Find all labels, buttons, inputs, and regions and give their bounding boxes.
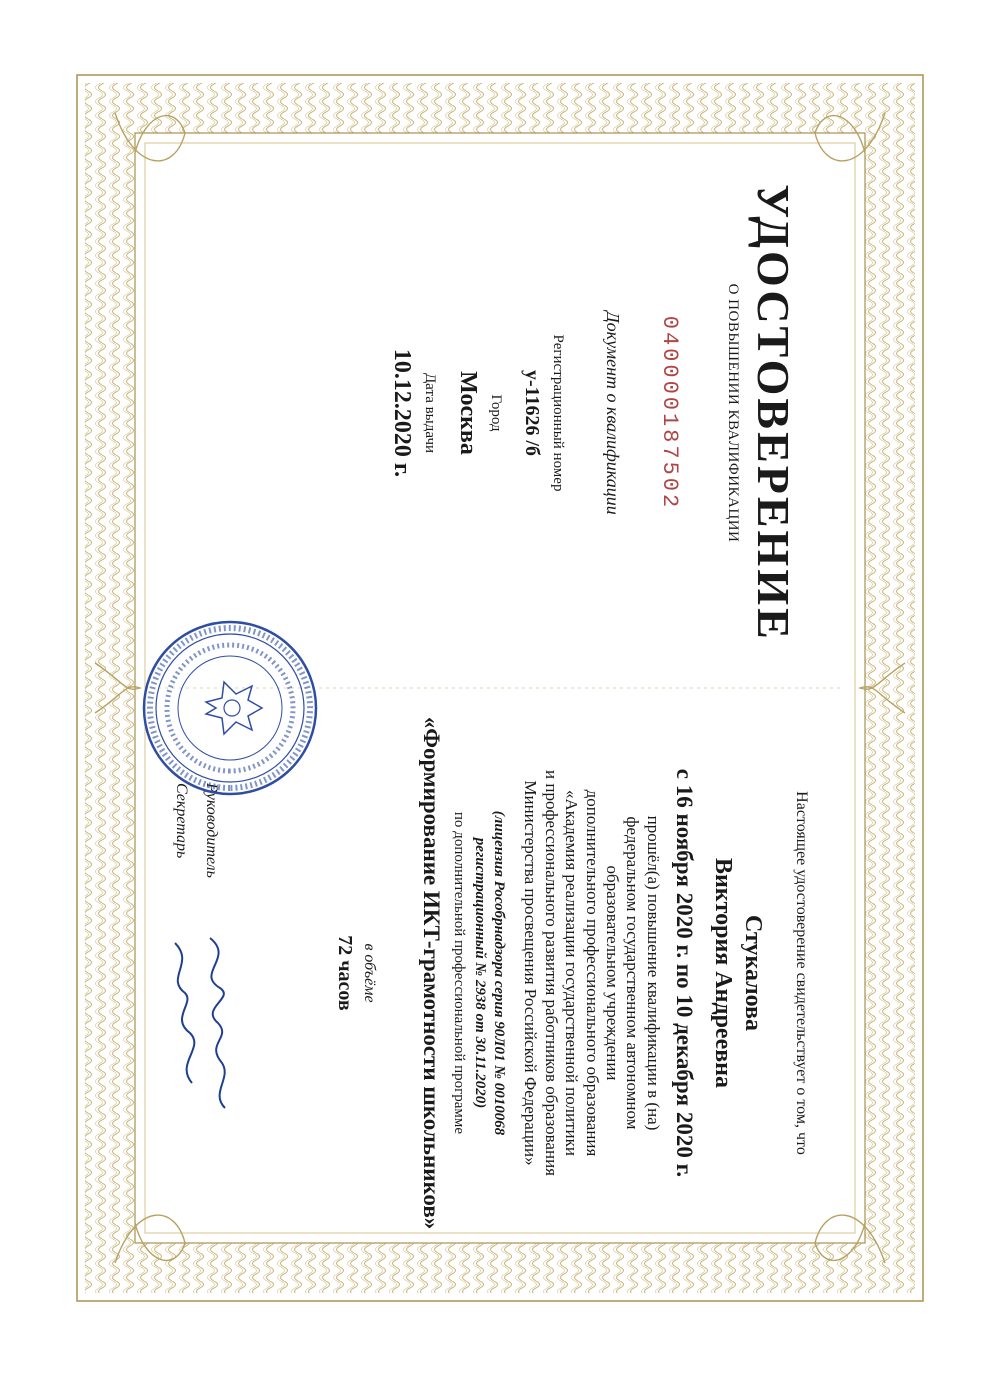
reg-number-label: Регистрационный номер	[550, 334, 566, 491]
holder-last-name: Стукалова	[740, 914, 766, 1031]
reg-number: у-11626 /б	[521, 369, 543, 456]
right-panel	[150, 713, 840, 1233]
official-seal-icon	[140, 618, 320, 798]
city: Москва	[455, 370, 481, 455]
license-info	[471, 713, 509, 1233]
holder-first-name: Виктория Андреевна	[710, 857, 737, 1088]
institution-line: и профессионального развития работников образования	[541, 769, 561, 1176]
hours-label: в объёме	[360, 942, 378, 1003]
city-label: Город	[488, 393, 504, 432]
serial-number: 040000187502	[657, 315, 682, 510]
institution-line: дополнительного профессионального образования	[582, 789, 602, 1156]
hours-value: 72 часов	[333, 934, 356, 1011]
institution-line: образовательном учреждении	[603, 864, 623, 1081]
certificate-landscape	[65, 63, 935, 1313]
issue-date-label: Дата выдачи	[422, 372, 438, 453]
license-line: (лицензия Рособрнадзора серия 90Л01 № 0010068	[491, 810, 508, 1135]
signature-icon	[160, 933, 240, 1113]
license-line: регистрационный № 2938 от 30.11.2020)	[472, 837, 489, 1108]
head-signature-label: Руководитель	[203, 782, 220, 878]
institution-line: «Академия реализации государственной политики	[562, 789, 582, 1156]
program-title: «Формирование ИКТ-грамотности школьников»	[418, 716, 444, 1229]
institution-line: Министерства просвещения Российской Федерации»	[521, 779, 541, 1166]
secretary-signature-label: Секретарь	[173, 782, 190, 858]
program-label: по дополнительной профессиональной программе	[450, 811, 467, 1134]
document-type: Документ о квалификации	[603, 310, 623, 515]
institution-line: прошёл(а) повышение квалификации в (на)	[643, 815, 663, 1130]
document-subtitle: О ПОВЫШЕНИИ КВАЛИФИКАЦИИ	[725, 283, 741, 542]
left-panel	[150, 153, 840, 673]
intro-text: Настоящее удостоверение свидетельствует о том, что	[793, 790, 810, 1155]
issue-date: 10.12.2020 г.	[389, 348, 415, 477]
institution-line: федеральном государственном автономном	[623, 816, 643, 1129]
document-title: УДОСТОВЕРЕНИЕ	[748, 183, 799, 642]
study-period: с 16 ноября 2020 г. по 10 декабря 2020 г.	[671, 768, 697, 1177]
institution-block	[520, 713, 663, 1233]
